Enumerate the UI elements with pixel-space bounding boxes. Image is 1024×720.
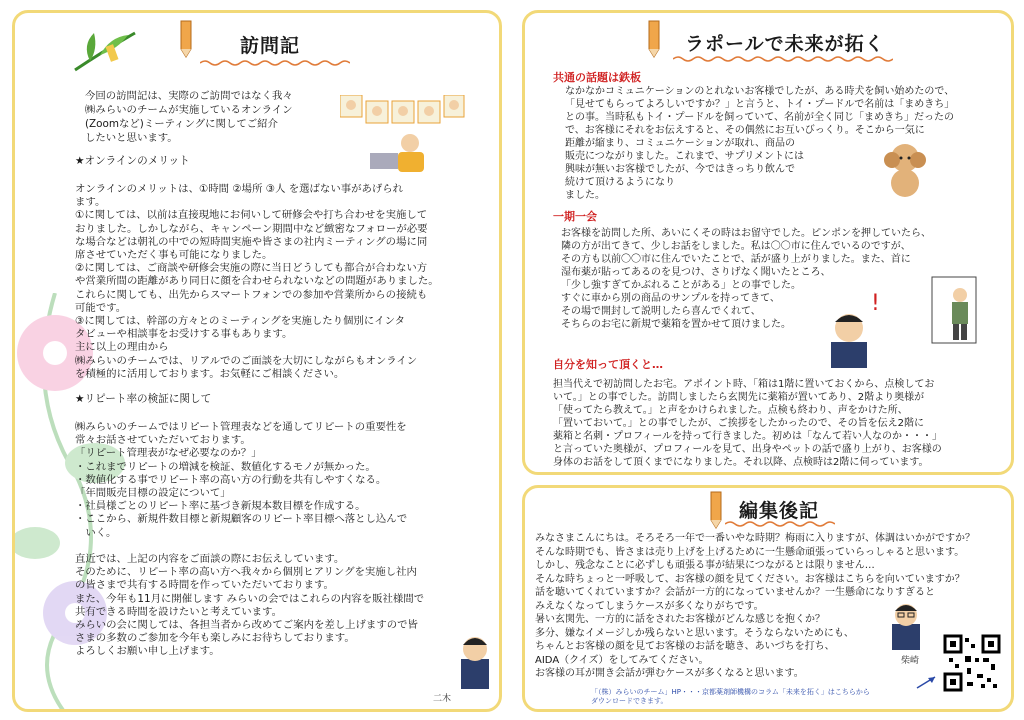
author-signature: 二木 (433, 694, 452, 704)
online-meeting-illustration (340, 95, 465, 175)
intro-text: 今回の訪問記は、実際のご訪問ではなく我々 ㈱みらいのチームが実施しているオンライン (Zoomなど)ミーティングに関してご紹介 したいと思います。 (85, 90, 293, 144)
pencil-icon (643, 19, 669, 59)
bamboo-icon (70, 25, 140, 75)
rapport-panel (522, 10, 1014, 475)
title-underline (725, 520, 835, 528)
once-in-a-lifetime-body: お客様を訪問した所、あいにくその時はお留守でした。ピンポンを押していたら、 隣の方が出てきて、少しお話をしました。私は〇〇市に住んでいるのですが、 その方も以前〇〇市に住んでいたことで、話が盛り上がりました。また、首に 湿布薬が貼ってあるのを見つけ、さりげなく聞いたところ、 「少し強すぎてかぶれることがある」との事でした。 すぐに車から別の商品のサンプルを持ってきて、 その場で開封して説明したら喜んでくれて、 そちらのお宅に新規で薬箱を置かせて頂けました。 (561, 228, 931, 330)
repeat-rate-heading: ★リピート率の検証に関して (75, 393, 212, 405)
svg-text:!: ! (871, 291, 880, 316)
editors-note-body: みなさまこんにちは。そろそろ一年で一番いやな時期？梅雨に入りますが、体調はいかがですか？ そんな時期でも、皆さまは売り上げを上げるために一生懸命頑張っていらっしゃると思います。 しかし、残念なことに必ずしも頑張る事が結果につながるとは限りません… そんな時ちょっと一呼吸して、お客様の顔を見てください。お客様はこちらを向いていますか？ 話を聴いてくれていますか？会話が一方的になっていませんか？一生懸命になりすぎると みえなくなってしまうケースが多くなりがちです。 暑い玄関先、一方的に話をされたお客様がどんな感じを抱くか？ 多分、嫌なイメージしか残らないと思います。そうならないためにも、 ちゃんとお客様の顔を見てお客様のお話を聴き、あいづちを打ち、 AIDA（クイズ）をしてみてください。 お客様の耳が開き会話が弾むケースが多くなると思います。 (535, 533, 975, 679)
author-avatar (455, 633, 495, 689)
once-in-a-lifetime-heading: 一期一会 (553, 210, 597, 223)
arrow-icon (915, 674, 939, 690)
online-merit-body: オンラインのメリットは、①時間 ②場所 ③人 を選ばない事があげられ ます。 ①に関しては、以前は直接現地にお伺いして研修会や打ち合わせを実施して おりました。しかしながら、キャンペーン期間中など緻密なフォローが必要 な場合などは朝礼の中での短時間実施や皆さまの社内ミーティングの場に同 席させていただく事も可能になりました。 ②に関しては、ご商談や研修会実施の際に当日どうしても都合が合わない方 や営業所間の距離があり同日に顔を合わせられないなどの問題がありました。 これらに関しても、出先からスマートフォンでの参加や営業所からの接続も 可能です。 ③に関しては、幹部の方々とのミーティングを実施したり個別にインタ タビューや相談事をお受けする事もあります。 主に以上の理由から ㈱みらいのチームでは、リアルでのご面談を大切にしながらもオンライン を積極的に活用しております。お気軽にご相談ください。 (75, 183, 439, 380)
title-underline (673, 55, 893, 63)
section-title: 編集後記 (739, 500, 820, 522)
recent-activity-body: 直近では、上記の内容をご面談の際にお伝えしています。 そのために、リピート率の高い方へ我々から個別ヒアリングを実施し社内 の皆さまで共有する時間を作っていただいております。 また、今年も11月に開催します みらいの会ではこれらの内容を販社様間で 共有できる時間を設けたいと考えています。 みらいの会に関しては、各担当者から改めてご案内を差し上げますので皆 さまの多数のご参加を今年も楽しみにお待ちしております。 よろしくお願い申し上げます。 (75, 553, 425, 658)
visit-report-panel (12, 10, 502, 712)
title-underline (200, 59, 350, 67)
homepage-download-link[interactable]: 「（株）みらいのチーム」HP・・・京都薬剤師機構のコラム「未来を拓く」はこちらから ダウンロードできます。 (591, 688, 870, 705)
section-title: ラポールで未来が拓く (685, 33, 885, 55)
common-topic-body: なかなかコミュニケーションのとれないお客様でしたが、ある時犬を飼い始めたので、 「見せてもらってよろしいですか？」と言うと、トイ・プードルで名前は「まめきち」 との事。当時私もトイ・プードルを飼っていて、名前が全く同じ「まめきち」だったの で、お客様にそれをお伝えすると、その偶然にお互いびっくり。そこから一気に 距離が縮まり、コミュニケーションが取れ、商品の 販売につながりました。これまで、サプリメントには 興味が無いお客様でしたが、今ではきっちり飲んで 続けて頂けるようになり ました。 (565, 86, 955, 201)
toy-poodle-illustration (880, 138, 930, 198)
qr-code[interactable] (943, 634, 1001, 692)
page-title: 訪問記 (240, 35, 301, 57)
editors-note-panel (522, 485, 1014, 712)
common-topic-heading: 共通の話題は鉄板 (553, 71, 641, 84)
editor-avatar (887, 600, 925, 650)
online-merit-heading: ★オンラインのメリット (75, 155, 190, 167)
neighbor-at-door-illustration (930, 275, 980, 345)
salesman-illustration (825, 288, 885, 368)
know-yourself-heading: 自分を知って頂くと… (553, 358, 663, 371)
repeat-rate-body: ㈱みらいのチームではリピート管理表などを通してリピートの重要性を 常々お話させていただいております。 「リピート管理表がなぜ必要なのか？」 ・これまでリピートの増減を検証、数値化するモノが無かった。 ・数値化する事でリピート率の高い方の行動を共有しやすくなる。 「年間販売目標の設定について」 ・社員様ごとのリピート率に基づき新規本数目標を作成する。 ・ここから、新規件数目標と新規顧客のリピート率目標へ落とし込んで いく。 (75, 421, 408, 539)
editor-signature: 柴崎 (901, 656, 920, 666)
pencil-icon (175, 19, 201, 59)
know-yourself-body: 担当代えで初訪問したお宅。アポイント時、「箱は1階に置いておくから、点検してお いて。」との事でした。訪問しましたら玄関先に薬箱が置いてあり、2階より奥様が 「使ってたら教えて。」と声をかけられました。点検も終わり、声をかけた所、 「置いておいて。」との事でしたが、ご挨拶をしたかったので、その旨を伝え2階に 薬箱と名刺・プロフィールを持って行きました。初めは「なんて若い人なのか・・・」 と言っていた奥様が、プロフィールを見て、出身やペットの話で盛り上がり、お客様の 身体のお話をして頂くまでになりました。それ以降、点検時は2階に伺っています。 (553, 379, 942, 468)
